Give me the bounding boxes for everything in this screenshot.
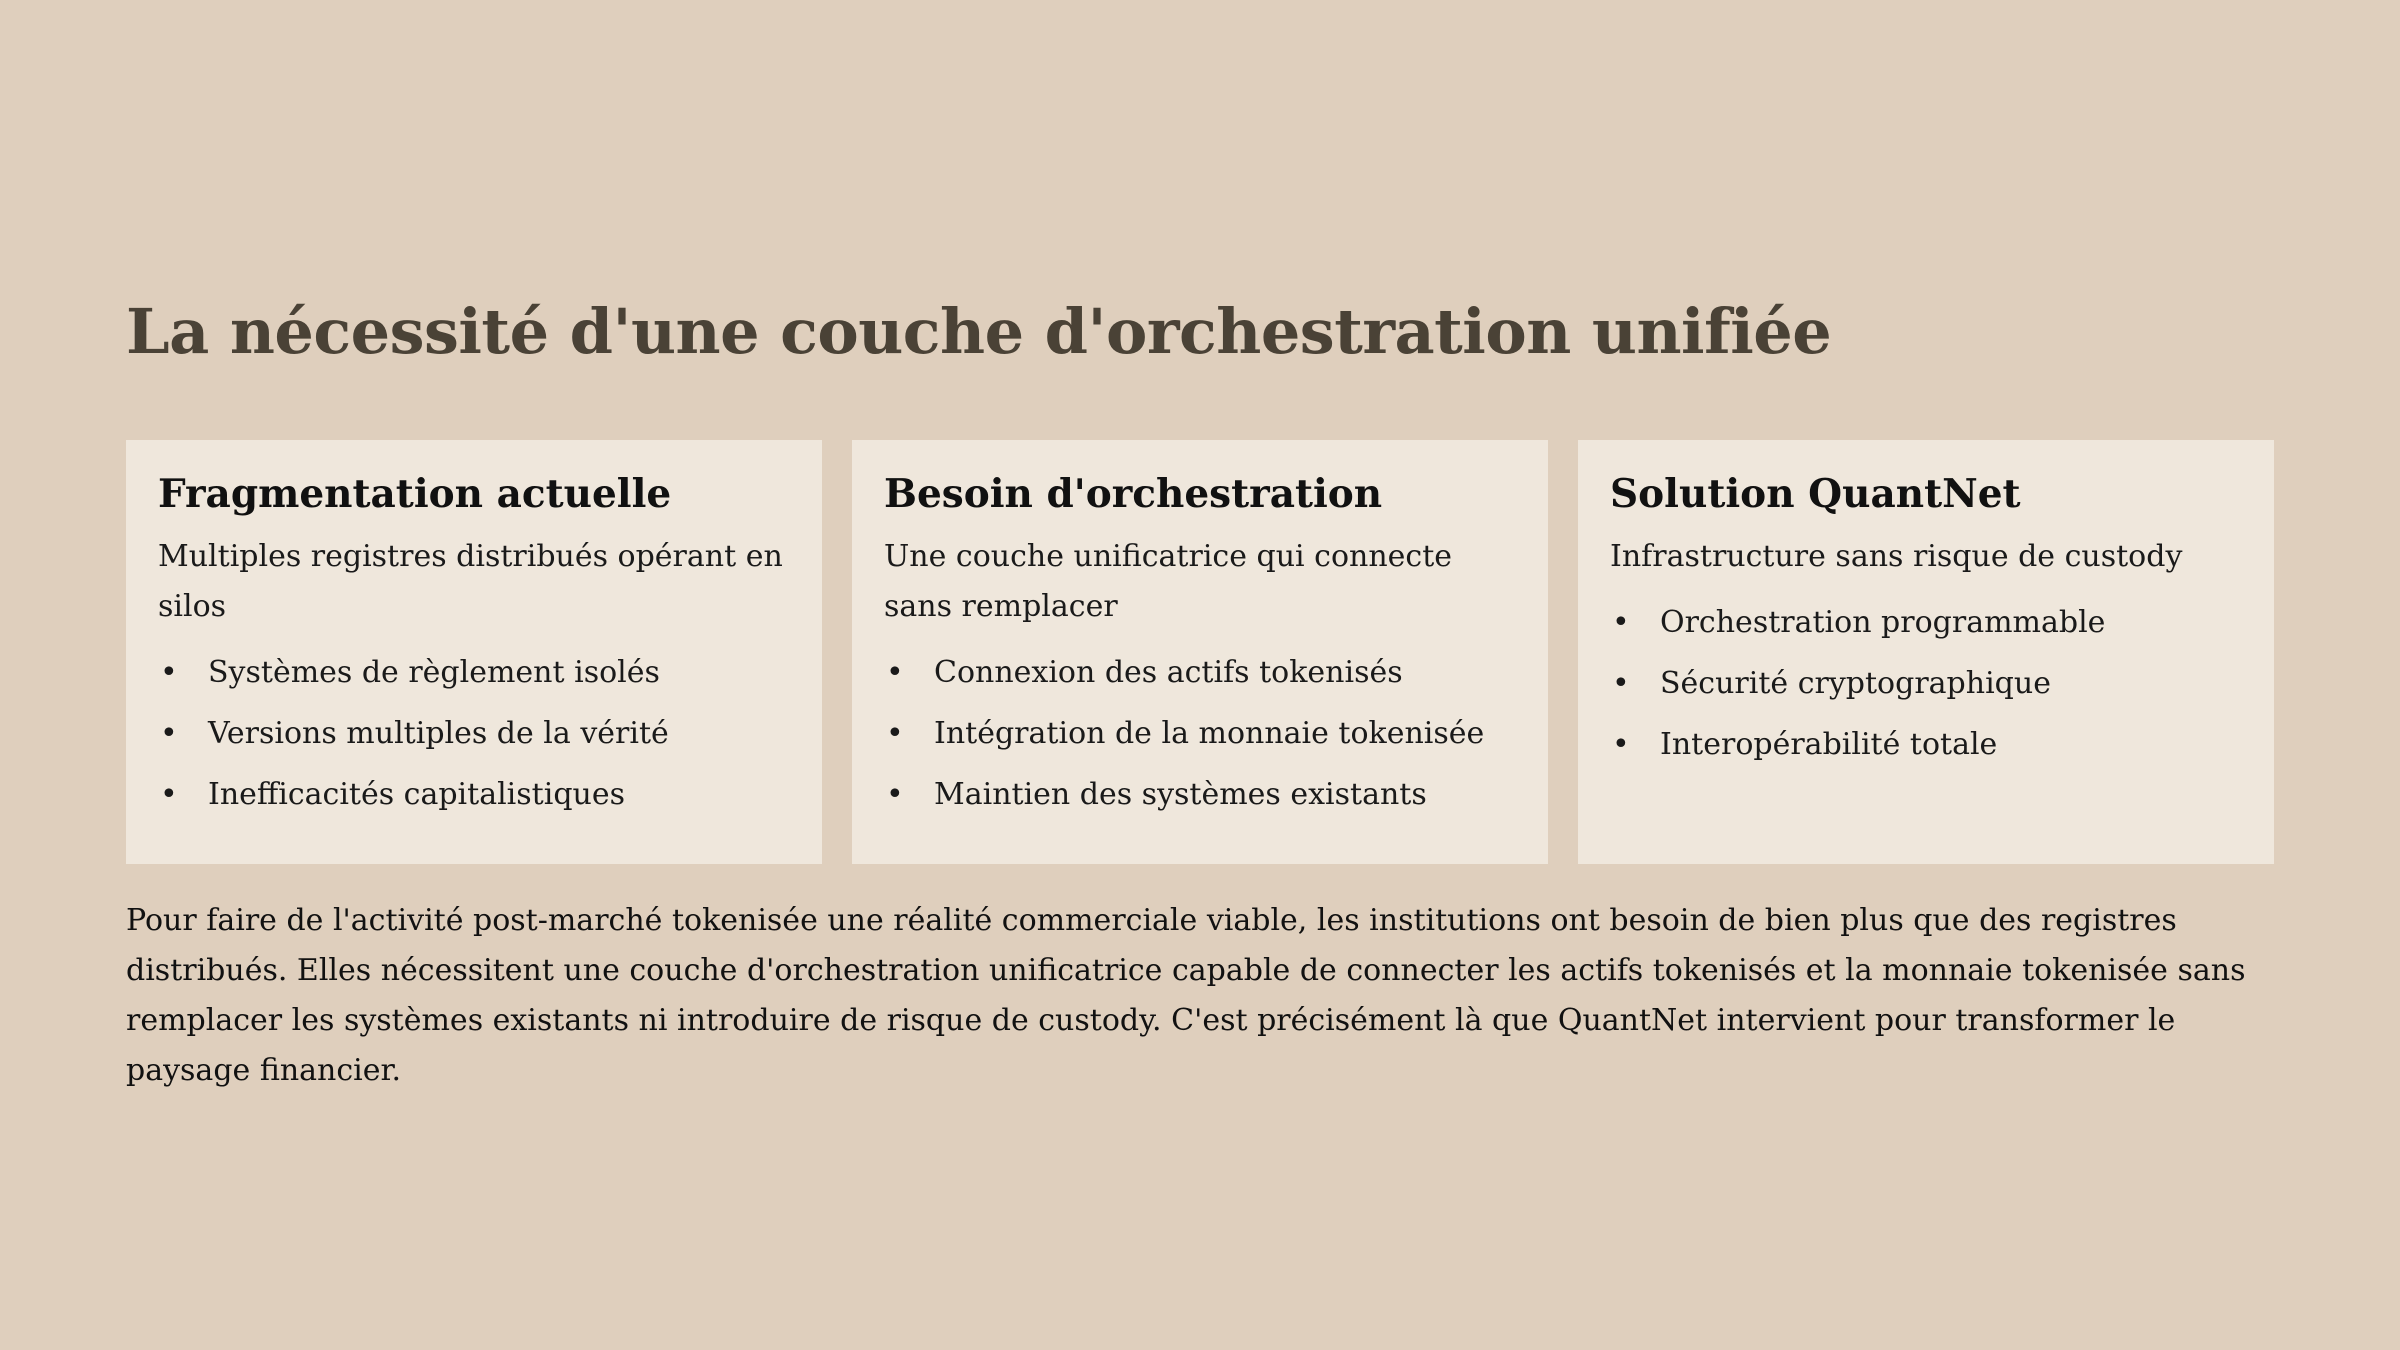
bullet-item — [158, 642, 790, 703]
bullet-item — [884, 764, 1516, 825]
bullet-text: Interopérabilité totale — [1660, 727, 1998, 762]
bullet-item — [884, 703, 1516, 764]
bullet-text: Intégration de la monnaie tokenisée — [934, 716, 1485, 751]
bullet-item — [1610, 653, 2242, 714]
bullet-icon: • — [160, 777, 178, 812]
bullet-item — [884, 642, 1516, 703]
bullet-text: Maintien des systèmes existants — [934, 777, 1427, 812]
card-orchestration — [852, 440, 1548, 864]
bullet-text: Inefficacités capitalistiques — [208, 777, 625, 812]
bullet-icon: • — [160, 716, 178, 751]
cards-row — [126, 440, 2274, 864]
bullet-icon: • — [1612, 727, 1630, 762]
bullet-text: Systèmes de règlement isolés — [208, 655, 660, 690]
slide — [126, 292, 2274, 1088]
card-fragmentation — [126, 440, 822, 864]
card-quantnet-solution — [1578, 440, 2274, 864]
card-description: Une couche unificatrice qui connecte sans remplacer — [884, 539, 1453, 624]
card-title: Solution QuantNet — [1610, 471, 2021, 517]
card-title: Besoin d'orchestration — [884, 471, 1383, 517]
summary-paragraph: Pour faire de l'activité post-marché tokenisée une réalité commerciale viable, les institutions ont besoin de bien plus que des registres distribués. Elles nécessitent une couche d'orchestration unificatrice capable de connecter les actifs tokenisés et la monnaie tokenisée sans remplacer les systèmes existants ni introduire de risque de custody. C'est précisément là que QuantNet intervient pour transformer le paysage financier. — [126, 903, 2246, 1088]
bullet-list — [158, 642, 790, 825]
card-title: Fragmentation actuelle — [158, 471, 672, 517]
bullet-text: Connexion des actifs tokenisés — [934, 655, 1403, 690]
bullet-list — [1610, 592, 2242, 775]
bullet-item — [1610, 714, 2242, 775]
bullet-text: Sécurité cryptographique — [1660, 666, 2051, 701]
bullet-item — [158, 703, 790, 764]
card-description: Infrastructure sans risque de custody — [1610, 539, 2183, 574]
bullet-icon: • — [1612, 605, 1630, 640]
bullet-icon: • — [160, 655, 178, 690]
bullet-text: Orchestration programmable — [1660, 605, 2106, 640]
card-description: Multiples registres distribués opérant en silos — [158, 539, 783, 624]
bullet-icon: • — [886, 655, 904, 690]
bullet-list — [884, 642, 1516, 825]
slide-title: La nécessité d'une couche d'orchestration unifiée — [126, 295, 1832, 368]
bullet-item — [1610, 592, 2242, 653]
bullet-item — [158, 764, 790, 825]
bullet-icon: • — [886, 716, 904, 751]
bullet-text: Versions multiples de la vérité — [208, 716, 669, 751]
bullet-icon: • — [886, 777, 904, 812]
bullet-icon: • — [1612, 666, 1630, 701]
